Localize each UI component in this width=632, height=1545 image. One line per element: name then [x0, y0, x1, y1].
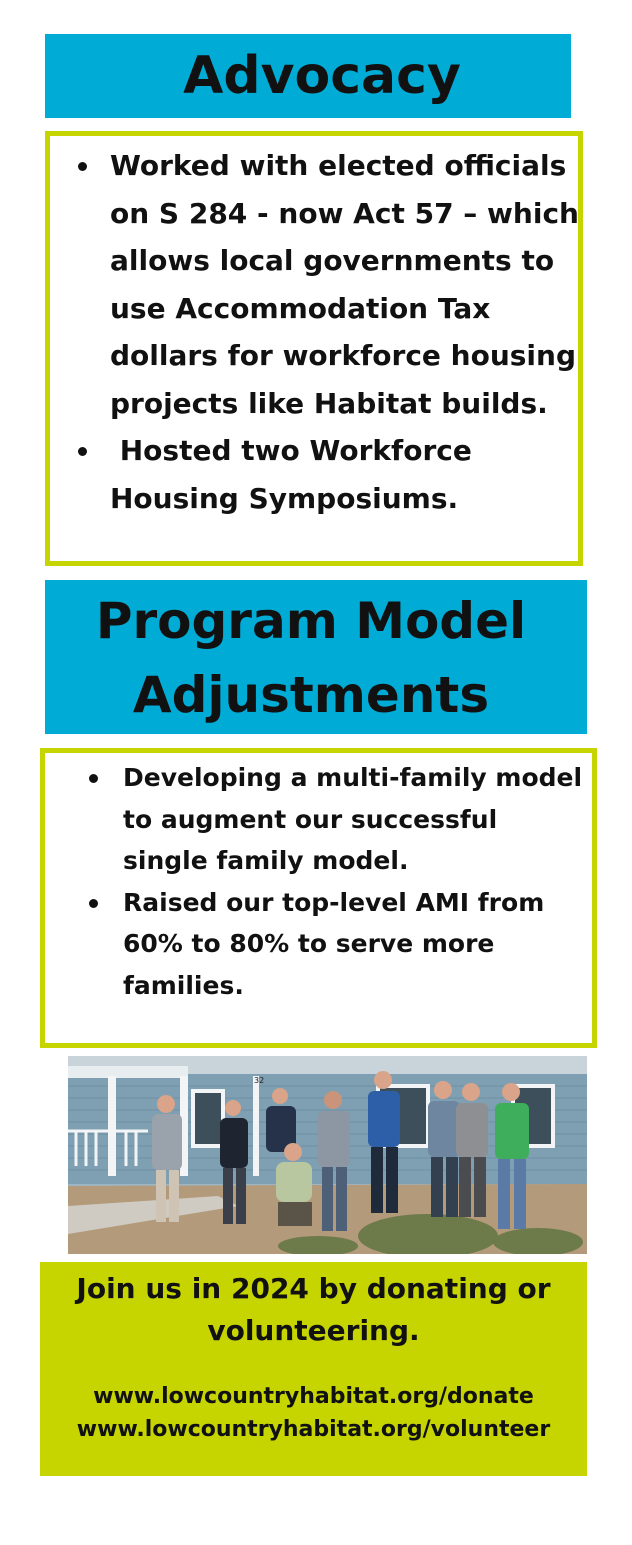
program-model-item-multi-family: Developing a multi-family model to augment our successful single family model.	[123, 757, 583, 882]
advocacy-banner	[45, 34, 571, 118]
volunteers-photo	[68, 1056, 587, 1254]
donate-link[interactable]: www.lowcountryhabitat.org/donate	[93, 1384, 534, 1409]
program-model-item-ami: Raised our top-level AMI from 60% to 80% to serve more families.	[123, 882, 583, 1007]
program-model-title-line1: Program Model	[95, 592, 527, 650]
cta-heading: Join us in 2024 by donating or volunteering.	[76, 1272, 551, 1347]
cta-links	[40, 1380, 587, 1446]
house-number: 32	[254, 1076, 265, 1085]
advocacy-title: Advocacy	[183, 46, 461, 106]
advocacy-item-act-57: Worked with elected officials on S 284 - now Act 57 – which allows local governments to use Accommodation Tax dollars for workforce housing projects like Habitat builds.	[110, 142, 580, 427]
program-model-title	[45, 580, 587, 732]
program-model-list	[123, 757, 583, 1006]
advocacy-list	[110, 142, 580, 522]
advocacy-item-symposiums: Hosted two Workforce Housing Symposiums.	[110, 427, 580, 522]
advocacy-box	[45, 131, 583, 566]
program-model-title-line2: Adjustments	[132, 666, 490, 724]
volunteers-photo-image	[68, 1056, 587, 1254]
volunteer-link[interactable]: www.lowcountryhabitat.org/volunteer	[76, 1417, 551, 1442]
program-model-box	[40, 748, 597, 1048]
program-model-banner	[45, 580, 587, 734]
call-to-action	[40, 1262, 587, 1476]
